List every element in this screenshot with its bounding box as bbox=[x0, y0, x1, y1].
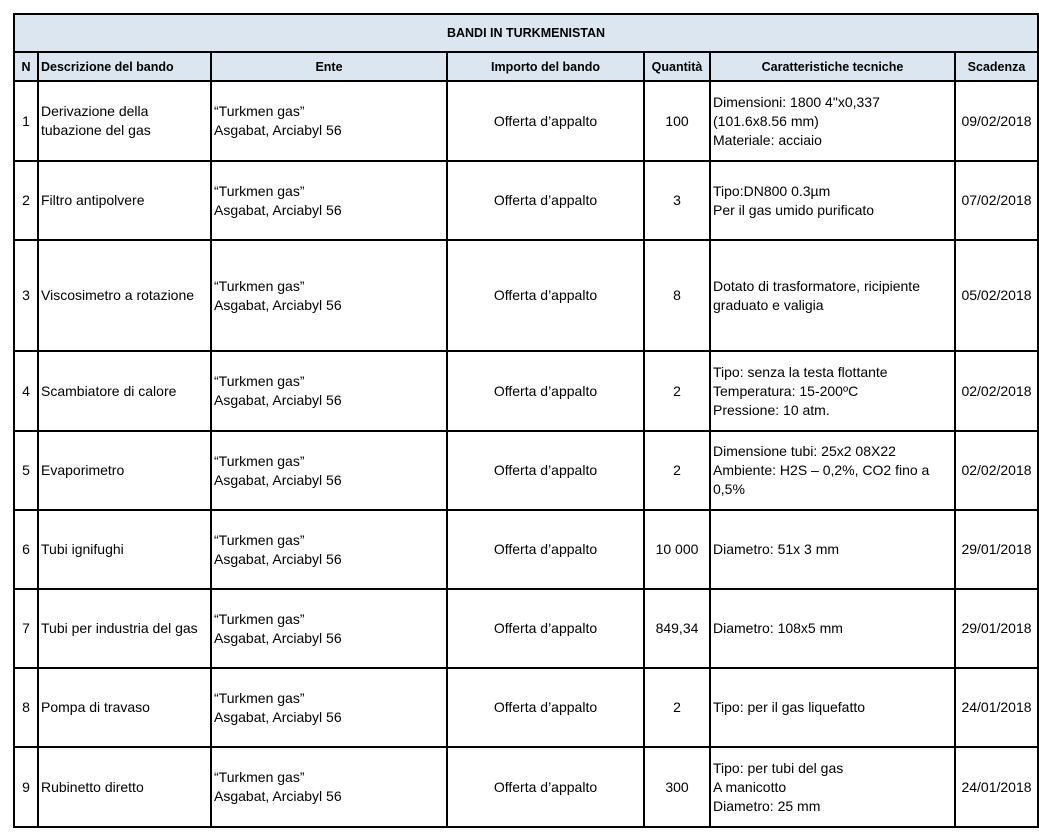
cell-descrizione bbox=[38, 81, 211, 161]
cell-caratteristiche-text: Dimensioni: 1800 4"x0,337 (101.6x8.56 mm) Materiale: acciaio bbox=[713, 93, 880, 148]
cell-caratteristiche bbox=[710, 510, 955, 589]
cell-scadenza: 29/01/2018 bbox=[955, 510, 1038, 589]
cell-quantita: 10 000 bbox=[644, 510, 710, 589]
cell-scadenza: 02/02/2018 bbox=[955, 431, 1038, 510]
cell-ente bbox=[211, 161, 447, 240]
table-row bbox=[14, 81, 1038, 161]
cell-n: 3 bbox=[14, 240, 38, 351]
cell-descrizione-text: Pompa di travaso bbox=[41, 699, 150, 715]
cell-descrizione-text: Evaporimetro bbox=[41, 462, 125, 478]
cell-scadenza: 07/02/2018 bbox=[955, 161, 1038, 240]
cell-ente bbox=[211, 351, 447, 431]
cell-importo: Offerta d’appalto bbox=[447, 240, 644, 351]
cell-caratteristiche-text: Dotato di trasformatore, ricipiente graduato e valigia bbox=[713, 277, 920, 313]
cell-ente-text: “Turkmen gas” Asgabat, Arciabyl 56 bbox=[214, 610, 342, 646]
cell-ente bbox=[211, 510, 447, 589]
cell-caratteristiche-text: Diametro: 108x5 mm bbox=[713, 620, 843, 636]
cell-descrizione-text: Viscosimetro a rotazione bbox=[41, 287, 195, 303]
cell-quantita: 300 bbox=[644, 747, 710, 827]
cell-caratteristiche-text: Tipo: per il gas liquefatto bbox=[713, 699, 866, 715]
header-descrizione: Descrizione del bando bbox=[38, 52, 211, 81]
table-title-row bbox=[14, 14, 1038, 52]
cell-caratteristiche bbox=[710, 81, 955, 161]
cell-caratteristiche bbox=[710, 747, 955, 827]
cell-n: 2 bbox=[14, 161, 38, 240]
cell-quantita: 100 bbox=[644, 81, 710, 161]
header-caratteristiche: Caratteristiche tecniche bbox=[710, 52, 955, 81]
cell-caratteristiche bbox=[710, 351, 955, 431]
cell-quantita: 849,34 bbox=[644, 589, 710, 668]
cell-ente-text: “Turkmen gas” Asgabat, Arciabyl 56 bbox=[214, 277, 342, 313]
cell-importo: Offerta d’appalto bbox=[447, 510, 644, 589]
cell-importo: Offerta d’appalto bbox=[447, 747, 644, 827]
cell-importo: Offerta d’appalto bbox=[447, 589, 644, 668]
cell-descrizione bbox=[38, 161, 211, 240]
cell-descrizione-text: Filtro antipolvere bbox=[41, 192, 145, 208]
cell-descrizione bbox=[38, 351, 211, 431]
cell-caratteristiche bbox=[710, 161, 955, 240]
cell-n: 7 bbox=[14, 589, 38, 668]
cell-importo: Offerta d’appalto bbox=[447, 431, 644, 510]
cell-ente bbox=[211, 240, 447, 351]
cell-descrizione bbox=[38, 589, 211, 668]
table-row bbox=[14, 747, 1038, 827]
table-row bbox=[14, 589, 1038, 668]
cell-caratteristiche bbox=[710, 240, 955, 351]
cell-descrizione-text: Tubi per industria del gas bbox=[41, 620, 198, 636]
cell-n: 9 bbox=[14, 747, 38, 827]
table-row bbox=[14, 351, 1038, 431]
table-row bbox=[14, 668, 1038, 747]
cell-ente-text: “Turkmen gas” Asgabat, Arciabyl 56 bbox=[214, 531, 342, 567]
header-n: N bbox=[14, 52, 38, 81]
table-row bbox=[14, 510, 1038, 589]
table-row bbox=[14, 431, 1038, 510]
cell-caratteristiche-text: Tipo:DN800 0.3µm Per il gas umido purificato bbox=[713, 182, 875, 218]
cell-ente-text: “Turkmen gas” Asgabat, Arciabyl 56 bbox=[214, 769, 342, 804]
cell-scadenza: 24/01/2018 bbox=[955, 668, 1038, 747]
cell-ente bbox=[211, 431, 447, 510]
cell-quantita: 2 bbox=[644, 351, 710, 431]
cell-descrizione-text: Scambiatore di calore bbox=[41, 382, 177, 399]
cell-quantita: 8 bbox=[644, 240, 710, 351]
cell-scadenza: 29/01/2018 bbox=[955, 589, 1038, 668]
cell-caratteristiche bbox=[710, 589, 955, 668]
table-header-row bbox=[14, 52, 1038, 81]
table-row bbox=[14, 161, 1038, 240]
cell-ente-text: “Turkmen gas” Asgabat, Arciabyl 56 bbox=[214, 689, 342, 725]
cell-n: 5 bbox=[14, 431, 38, 510]
cell-caratteristiche bbox=[710, 668, 955, 747]
cell-ente-text: “Turkmen gas” Asgabat, Arciabyl 56 bbox=[214, 182, 342, 218]
cell-ente-text: “Turkmen gas” Asgabat, Arciabyl 56 bbox=[214, 103, 342, 138]
cell-n: 6 bbox=[14, 510, 38, 589]
cell-importo: Offerta d’appalto bbox=[447, 81, 644, 161]
cell-quantita: 2 bbox=[644, 431, 710, 510]
cell-descrizione-text: Derivazione della tubazione del gas bbox=[41, 103, 151, 138]
cell-scadenza: 24/01/2018 bbox=[955, 747, 1038, 827]
cell-quantita: 2 bbox=[644, 668, 710, 747]
header-ente: Ente bbox=[211, 52, 447, 81]
cell-ente-text: “Turkmen gas” Asgabat, Arciabyl 56 bbox=[214, 452, 342, 488]
cell-caratteristiche-text: Tipo: per tubi del gas A manicotto Diametro: 25 mm bbox=[713, 759, 844, 814]
cell-ente bbox=[211, 668, 447, 747]
cell-scadenza: 05/02/2018 bbox=[955, 240, 1038, 351]
cell-descrizione bbox=[38, 510, 211, 589]
cell-caratteristiche-text: Tipo: senza la testa flottante Temperatura: 15-200ºC Pressione: 10 atm. bbox=[713, 363, 888, 418]
cell-ente bbox=[211, 747, 447, 827]
cell-ente bbox=[211, 81, 447, 161]
cell-n: 4 bbox=[14, 351, 38, 431]
cell-descrizione-text: Tubi ignifughi bbox=[41, 541, 124, 557]
cell-ente bbox=[211, 589, 447, 668]
cell-descrizione bbox=[38, 240, 211, 351]
cell-quantita: 3 bbox=[644, 161, 710, 240]
cell-caratteristiche-text: Dimensione tubi: 25x2 08X22 Ambiente: H2S – 0,2%, CO2 fino a 0,5% bbox=[713, 443, 930, 497]
table-title: BANDI IN TURKMENISTAN bbox=[14, 14, 1038, 52]
table-body bbox=[14, 81, 1038, 827]
cell-importo: Offerta d’appalto bbox=[447, 668, 644, 747]
cell-importo: Offerta d’appalto bbox=[447, 161, 644, 240]
header-quantita: Quantità bbox=[644, 52, 710, 81]
table-row bbox=[14, 240, 1038, 351]
tenders-table bbox=[13, 13, 1039, 828]
cell-scadenza: 09/02/2018 bbox=[955, 81, 1038, 161]
cell-caratteristiche bbox=[710, 431, 955, 510]
cell-n: 1 bbox=[14, 81, 38, 161]
cell-descrizione bbox=[38, 668, 211, 747]
cell-ente-text: “Turkmen gas” Asgabat, Arciabyl 56 bbox=[214, 373, 342, 408]
cell-caratteristiche-text: Diametro: 51x 3 mm bbox=[713, 541, 840, 557]
header-importo: Importo del bando bbox=[447, 52, 644, 81]
cell-descrizione bbox=[38, 747, 211, 827]
cell-descrizione-text: Rubinetto diretto bbox=[41, 778, 144, 795]
header-scadenza: Scadenza bbox=[955, 52, 1038, 81]
cell-importo: Offerta d’appalto bbox=[447, 351, 644, 431]
cell-scadenza: 02/02/2018 bbox=[955, 351, 1038, 431]
cell-descrizione bbox=[38, 431, 211, 510]
cell-n: 8 bbox=[14, 668, 38, 747]
